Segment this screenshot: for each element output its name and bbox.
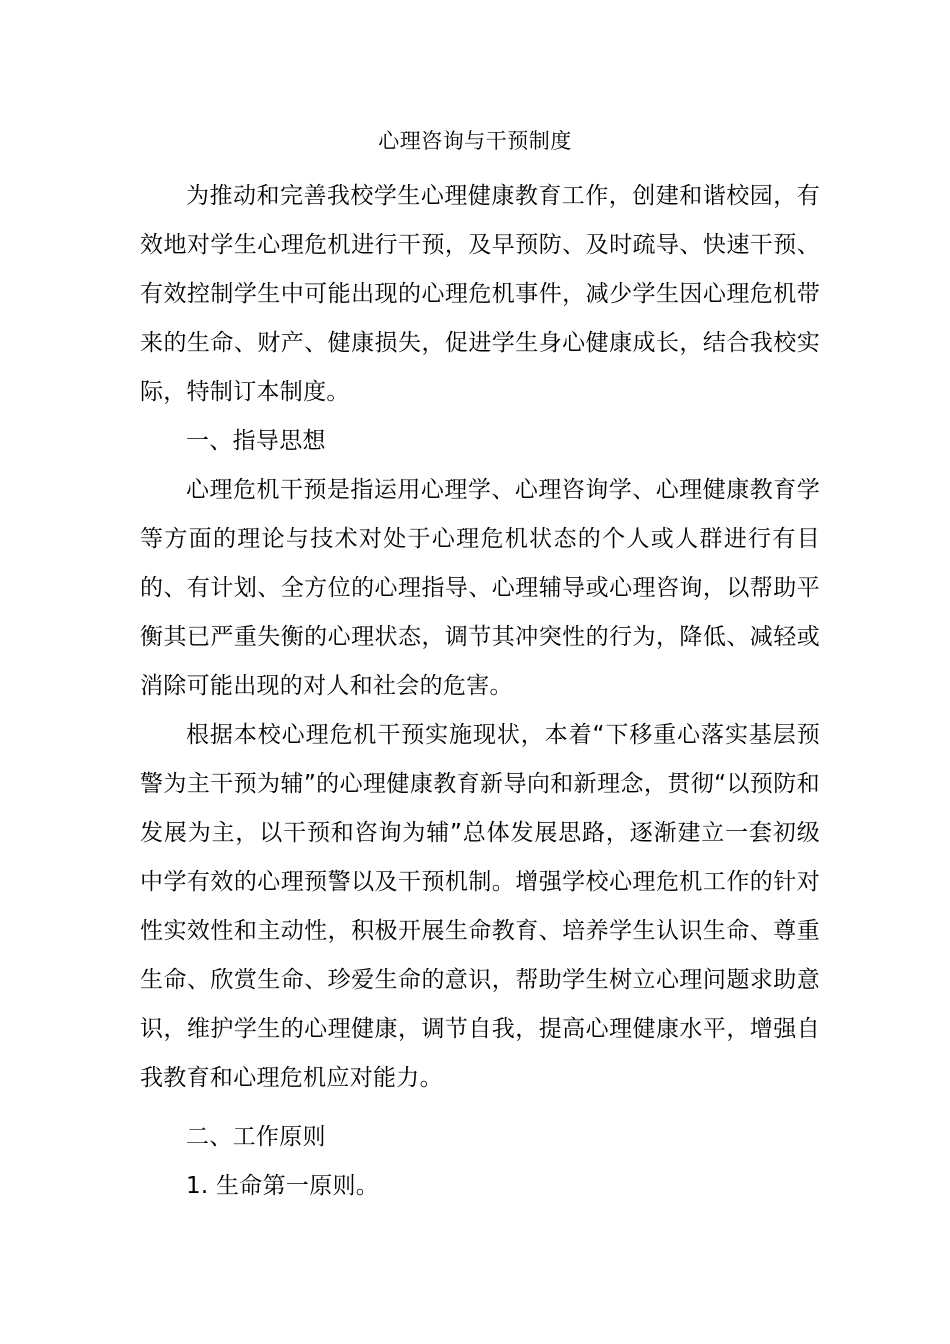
principle-list-item bbox=[140, 1162, 820, 1211]
section-heading-work-principles: 二、工作原则 bbox=[186, 1124, 326, 1150]
section-heading-guiding-thought: 一、指导思想 bbox=[186, 428, 326, 454]
intro-paragraph: 为推动和完善我校学生心理健康教育工作，创建和谐校园，有效地对学生心理危机进行干预，及早预防、及时疏导、快速干预、有效控制学生中可能出现的心理危机事件，减少学生因心理危机带来的生命、财产、健康损失，促进学生身心健康成长，结合我校实际，特制订本制度。 bbox=[140, 183, 820, 405]
guiding-thought-paragraph-1: 心理危机干预是指运用心理学、心理咨询学、心理健康教育学等方面的理论与技术对处于心理危机状态的个人或人群进行有目的、有计划、全方位的心理指导、心理辅导或心理咨询，以帮助平衡其已严重失衡的心理状态，调节其冲突性的行为，降低、减轻或消除可能出现的对人和社会的危害。 bbox=[140, 477, 820, 699]
document-body bbox=[140, 172, 820, 1211]
document-title: 心理咨询与干预制度 bbox=[378, 129, 572, 153]
list-item-text: 生命第一原则。 bbox=[216, 1173, 380, 1199]
list-item-number: 1. bbox=[186, 1173, 209, 1199]
guiding-thought-paragraph-2: 根据本校心理危机干预实施现状，本着“下移重心落实基层预警为主干预为辅”的心理健康教育新导向和新理念，贯彻“以预防和发展为主，以干预和咨询为辅”总体发展思路，逐渐建立一套初级中学有效的心理预警以及干预机制。增强学校心理危机工作的针对性实效性和主动性，积极开展生命教育、培养学生认识生命、尊重生命、欣赏生命、珍爱生命的意识，帮助学生树立心理问题求助意识，维护学生的心理健康，调节自我，提高心理健康水平，增强自我教育和心理危机应对能力。 bbox=[140, 722, 820, 1091]
